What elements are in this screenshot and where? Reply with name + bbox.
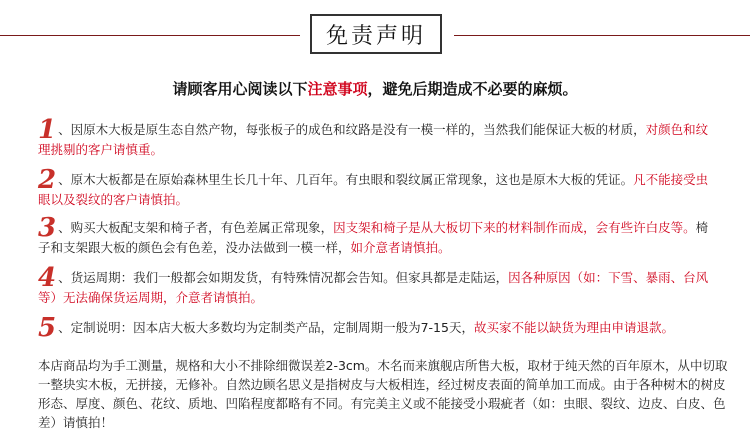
- notice-item-2: [38, 165, 718, 209]
- header-rule-left: [0, 35, 300, 36]
- item-text: 、定制说明：因本店大板大多数均为定制类产品，定制周期一般为7-15天，: [58, 320, 474, 335]
- item-number: 4: [38, 263, 57, 293]
- intro-before: 请顾客用心阅读以下: [172, 80, 308, 98]
- intro-line: [0, 78, 750, 99]
- item-number: 3: [38, 213, 57, 243]
- item-warning: 故买家不能以缺货为理由申请退款。: [473, 320, 674, 335]
- notice-item-4: [38, 263, 718, 307]
- notice-item-1: [38, 115, 718, 159]
- item-warning: 因支架和椅子是从大板切下来的材料制作而成，会有些许白皮等。: [333, 220, 696, 235]
- item-warning-2: 如介意者请慎拍。: [350, 240, 451, 255]
- item-text-2: 椅子和支架跟大板的颜色会有色差，没办法做到一模一样，: [38, 220, 709, 255]
- page-title: 免责声明: [310, 14, 442, 54]
- item-number: 5: [38, 313, 57, 343]
- item-warning: 因各种原因（如：下雪、暴雨、台风等）无法确保货运周期，介意者请慎拍。: [38, 270, 709, 305]
- item-text: 、购买大板配支架和椅子者，有色差属正常现象，: [58, 220, 334, 235]
- item-text: 、原木大板都是在原始森林里生长几十年、几百年。有虫眼和裂纹属正常现象，这也是原木大板的凭证。: [58, 172, 634, 187]
- item-number: 2: [38, 165, 57, 195]
- intro-emphasis: 注意事项: [307, 80, 368, 98]
- item-warning: 对颜色和纹理挑剔的客户请慎重。: [38, 122, 709, 157]
- header: [0, 14, 750, 54]
- item-text: 、因原木大板是原生态自然产物，每张板子的成色和纹路是没有一模一样的，当然我们能保证大板的材质，: [58, 122, 646, 137]
- item-warning: 凡不能接受虫眼以及裂纹的客户请慎拍。: [38, 172, 709, 207]
- intro-after: ，避免后期造成不必要的麻烦。: [367, 80, 578, 98]
- notice-item-5: [38, 313, 718, 343]
- footer-paragraph: 本店商品均为手工测量，规格和大小不排除细微误差2-3cm。木名而来旗舰店所售大板，取材于纯天然的百年原木，从中切取一整块实木板，无拼接，无修补。自然边顾名思义是指树皮与大板相连，经过树皮表面的简单加工而成。由于各种树木的树皮形态、厚度、颜色、花纹、质地、凹陷程度都略有不同。有完美主义或不能接受小瑕疵者（如：虫眼、裂纹、边皮、白皮、色差）请慎拍！: [38, 358, 728, 430]
- item-text: 、货运周期：我们一般都会如期发货，有特殊情况都会告知。但家具都是走陆运，: [58, 270, 509, 285]
- notice-item-3: [38, 213, 718, 257]
- header-rule-right: [454, 35, 750, 36]
- item-number: 1: [38, 115, 57, 145]
